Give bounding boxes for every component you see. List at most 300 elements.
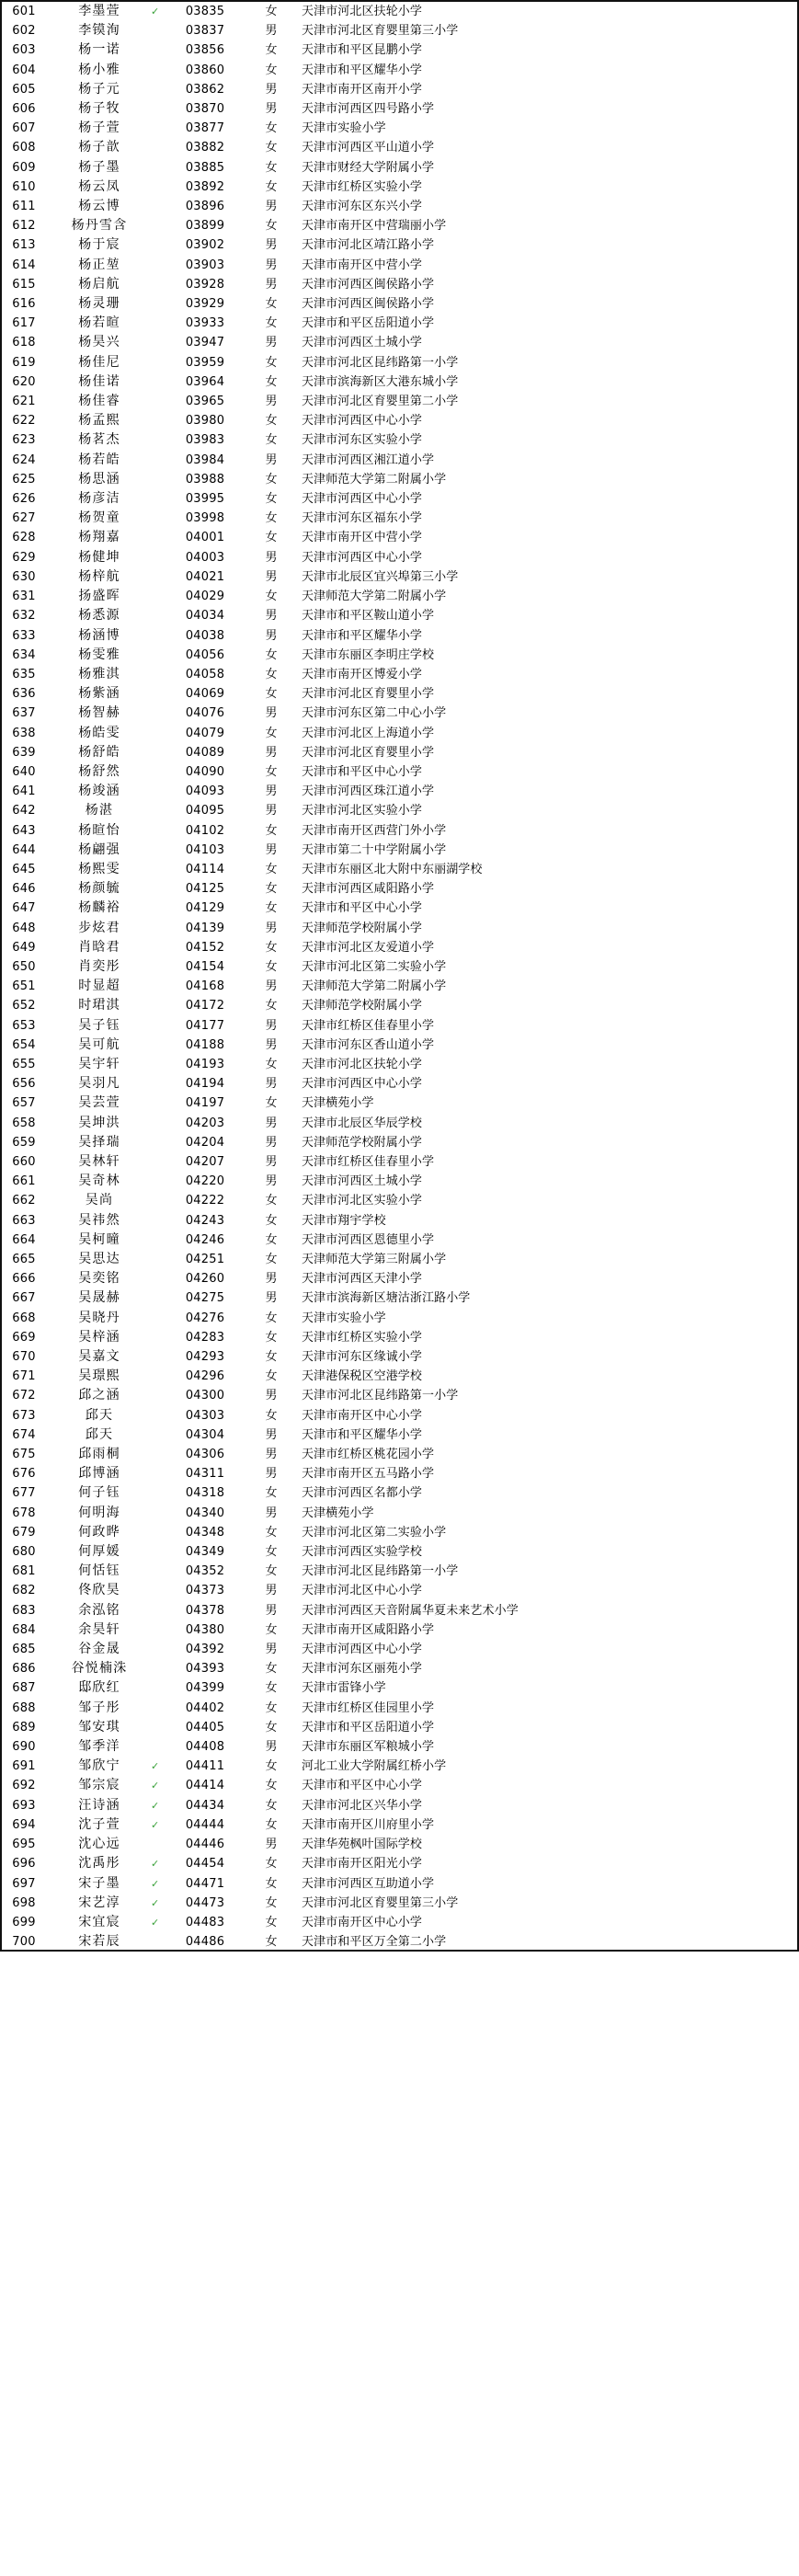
- row-number: 612: [12, 219, 36, 234]
- student-sex: 女: [265, 1700, 278, 1715]
- check-icon: [151, 275, 169, 294]
- student-name: 杨舒然: [78, 763, 120, 779]
- check-icon: [151, 430, 169, 450]
- student-sex: 男: [265, 804, 278, 819]
- student-sex: 女: [265, 862, 278, 876]
- check-icon: ✓: [151, 1896, 160, 1909]
- check-icon: [151, 392, 169, 411]
- check-icon: [151, 294, 169, 314]
- check-icon: [151, 256, 169, 275]
- table-row: [0, 1191, 799, 1210]
- student-sex: 男: [265, 102, 278, 117]
- student-name: 吴芸萱: [78, 1095, 120, 1111]
- student-sex: 女: [265, 1662, 278, 1677]
- student-code: 04306: [185, 1448, 225, 1462]
- student-sex: 男: [265, 82, 278, 97]
- student-code: 03862: [185, 82, 225, 97]
- check-icon: [151, 528, 169, 547]
- table-row: [0, 333, 799, 352]
- student-name: 吴子钰: [78, 1017, 120, 1033]
- row-number: 681: [12, 1564, 36, 1579]
- student-name: 宋若辰: [78, 1934, 120, 1950]
- student-sex: 男: [265, 921, 278, 935]
- table-row: [0, 80, 799, 99]
- student-code: 04293: [185, 1350, 225, 1365]
- row-number: 687: [12, 1681, 36, 1696]
- student-code: 04203: [185, 1116, 225, 1130]
- student-sex: 男: [265, 258, 278, 272]
- student-name: 宋子墨: [78, 1875, 120, 1891]
- row-number: 679: [12, 1525, 36, 1540]
- student-name: 杨茗杰: [78, 432, 120, 448]
- row-number: 624: [12, 452, 36, 467]
- table-row: [0, 177, 799, 197]
- student-roster-table: [0, 2, 799, 1952]
- check-icon: [151, 1737, 169, 1757]
- student-code: 04056: [185, 647, 225, 662]
- student-code: 03947: [185, 336, 225, 350]
- student-code: 04102: [185, 823, 225, 838]
- student-name: 杨子牧: [78, 101, 120, 117]
- student-code: 04139: [185, 921, 225, 935]
- table-row: [0, 256, 799, 275]
- check-icon: [151, 665, 169, 684]
- table-row: [0, 1406, 799, 1425]
- student-name: 邹安琪: [78, 1719, 120, 1735]
- student-sex: 女: [265, 1232, 278, 1247]
- check-icon: [151, 548, 169, 567]
- table-row: [0, 411, 799, 430]
- student-code: 04021: [185, 569, 225, 584]
- student-code: 04352: [185, 1564, 225, 1579]
- student-sex: 男: [265, 277, 278, 292]
- student-code: 04114: [185, 862, 225, 876]
- table-row: [0, 1776, 799, 1795]
- row-number: 693: [12, 1798, 36, 1813]
- check-icon: [151, 743, 169, 762]
- student-sex: 男: [265, 238, 278, 253]
- check-icon: [151, 567, 169, 587]
- student-sex: 女: [265, 472, 278, 487]
- student-name: 吴思达: [78, 1252, 120, 1266]
- table-row: [0, 1523, 799, 1542]
- student-name: 邱之涵: [78, 1388, 120, 1403]
- check-icon: [151, 1406, 169, 1425]
- check-icon: [151, 314, 169, 333]
- school-name: 天津市红桥区佳春里小学: [302, 1154, 435, 1169]
- row-number: 601: [12, 5, 36, 18]
- student-code: 04076: [185, 706, 225, 721]
- student-name: 邸欣红: [78, 1680, 120, 1696]
- school-name: 天津市南开区五马路小学: [302, 1467, 435, 1482]
- student-sex: 男: [265, 1272, 278, 1287]
- student-code: 04125: [185, 882, 225, 897]
- row-number: 645: [12, 862, 36, 876]
- student-name: 佟欣昊: [78, 1583, 120, 1598]
- school-name: 天津港保税区空港学校: [302, 1369, 423, 1384]
- student-code: 04188: [185, 1037, 225, 1052]
- check-icon: [151, 977, 169, 996]
- table-row: [0, 158, 799, 177]
- table-row: [0, 919, 799, 938]
- school-name: 天津市南开区中心小学: [302, 1408, 423, 1423]
- row-number: 660: [12, 1154, 36, 1169]
- school-name: 天津市滨海新区大港东城小学: [302, 374, 459, 389]
- student-name: 杨翔嘉: [78, 530, 120, 545]
- school-name: 天津市和平区万全第二小学: [302, 1935, 447, 1950]
- check-icon: [151, 1367, 169, 1386]
- check-icon: [151, 860, 169, 879]
- table-row: [0, 1620, 799, 1640]
- table-row: [0, 1309, 799, 1328]
- school-name: 天津市河西区实验学校: [302, 1545, 423, 1560]
- check-icon: [151, 841, 169, 860]
- school-name: 天津市雷锋小学: [302, 1681, 386, 1696]
- check-icon: [151, 1464, 169, 1483]
- table-row: [0, 724, 799, 743]
- check-icon: [151, 957, 169, 977]
- table-row: [0, 1425, 799, 1445]
- check-icon: [151, 1231, 169, 1250]
- row-number: 627: [12, 511, 36, 526]
- student-sex: 男: [265, 1291, 278, 1306]
- table-row: [0, 1445, 799, 1464]
- table-row: [0, 1288, 799, 1308]
- check-icon: [151, 235, 169, 255]
- table-row: [0, 1678, 799, 1698]
- check-icon: [151, 1425, 169, 1445]
- school-name: 天津市河北区育婴里小学: [302, 745, 435, 760]
- row-number: 602: [12, 24, 36, 39]
- check-icon: [151, 1152, 169, 1172]
- student-code: 04318: [185, 1486, 225, 1501]
- student-code: 03856: [185, 43, 225, 58]
- student-name: 肖晗君: [78, 939, 120, 955]
- student-sex: 女: [265, 433, 278, 448]
- row-number: 684: [12, 1622, 36, 1637]
- student-sex: 女: [265, 43, 278, 58]
- table-row: [0, 1932, 799, 1952]
- student-sex: 女: [265, 1330, 278, 1345]
- student-sex: 男: [265, 336, 278, 350]
- check-icon: [151, 1542, 169, 1562]
- row-number: 655: [12, 1057, 36, 1071]
- school-name: 天津市河西区互助道小学: [302, 1876, 435, 1891]
- student-code: 04399: [185, 1681, 225, 1696]
- table-row: [0, 470, 799, 489]
- row-number: 626: [12, 492, 36, 507]
- check-icon: [151, 1191, 169, 1210]
- row-number: 653: [12, 1018, 36, 1033]
- table-row: [0, 1737, 799, 1757]
- student-sex: 女: [265, 1408, 278, 1423]
- check-icon: [151, 451, 169, 470]
- table-row: [0, 1581, 799, 1600]
- student-name: 杨佳睿: [78, 394, 120, 409]
- row-number: 649: [12, 940, 36, 955]
- school-name: 天津市河北区育婴里第二小学: [302, 395, 459, 409]
- student-code: 03870: [185, 102, 225, 117]
- table-row: [0, 489, 799, 509]
- check-icon: [151, 1172, 169, 1191]
- school-name: 天津市河西区名都小学: [302, 1486, 423, 1501]
- check-icon: [151, 353, 169, 372]
- student-name: 吴羽凡: [78, 1076, 120, 1092]
- student-sex: 女: [265, 1817, 278, 1832]
- check-icon: ✓: [151, 1877, 160, 1890]
- check-icon: [151, 646, 169, 665]
- student-name: 时珺淇: [78, 998, 120, 1013]
- row-number: 697: [12, 1876, 36, 1891]
- student-code: 03928: [185, 277, 225, 292]
- student-name: 吴晟赫: [78, 1290, 120, 1306]
- student-sex: 女: [265, 492, 278, 507]
- student-name: 杨佳诺: [78, 373, 120, 389]
- row-number: 695: [12, 1838, 36, 1852]
- student-name: 吴可航: [78, 1036, 120, 1052]
- row-number: 642: [12, 804, 36, 819]
- student-sex: 男: [265, 979, 278, 994]
- school-name: 天津师范大学第二附属小学: [302, 472, 447, 487]
- student-code: 04444: [185, 1817, 225, 1832]
- student-sex: 男: [265, 628, 278, 643]
- school-name: 天津市南开区中营瑞丽小学: [302, 219, 447, 234]
- student-code: 04434: [185, 1798, 225, 1813]
- student-code: 04402: [185, 1700, 225, 1715]
- student-sex: 男: [265, 842, 278, 857]
- student-sex: 女: [265, 374, 278, 389]
- student-code: 04154: [185, 959, 225, 974]
- school-name: 天津市南开区中营小学: [302, 531, 423, 545]
- student-sex: 女: [265, 1915, 278, 1929]
- school-name: 天津市南开区西营门外小学: [302, 823, 447, 838]
- check-icon: [151, 879, 169, 899]
- school-name: 天津市南开区阳光小学: [302, 1857, 423, 1872]
- table-row: [0, 353, 799, 372]
- check-icon: [151, 821, 169, 841]
- school-name: 天津市河北区昆纬路第一小学: [302, 355, 459, 370]
- school-name: 天津市南开区咸阳路小学: [302, 1622, 435, 1637]
- student-sex: 男: [265, 1838, 278, 1852]
- school-name: 天津市和平区鞍山道小学: [302, 609, 435, 624]
- table-row: [0, 1133, 799, 1152]
- student-name: 吴璟熙: [78, 1368, 120, 1384]
- check-icon: [151, 411, 169, 430]
- student-sex: 女: [265, 160, 278, 175]
- student-name: 邱博涵: [78, 1466, 120, 1482]
- school-name: 天津市河北区上海道小学: [302, 726, 435, 740]
- table-row: [0, 1874, 799, 1894]
- school-name: 天津市财经大学附属小学: [302, 160, 435, 175]
- row-number: 603: [12, 43, 36, 58]
- student-name: 杨灵珊: [78, 296, 120, 312]
- table-row: [0, 1367, 799, 1386]
- student-code: 04222: [185, 1194, 225, 1208]
- table-row: [0, 1913, 799, 1932]
- student-name: 余昊轩: [78, 1621, 120, 1637]
- student-name: 杨小雅: [78, 62, 120, 77]
- page-border-top: [0, 0, 799, 2]
- student-code: 04197: [185, 1096, 225, 1111]
- check-icon: [151, 762, 169, 782]
- row-number: 659: [12, 1135, 36, 1150]
- row-number: 628: [12, 531, 36, 545]
- row-number: 637: [12, 706, 36, 721]
- table-row: [0, 899, 799, 918]
- page-border-bottom: [0, 1950, 799, 1952]
- row-number: 643: [12, 823, 36, 838]
- school-name: 天津市和平区耀华小学: [302, 63, 423, 77]
- school-name: 天津市南开区中营小学: [302, 258, 423, 272]
- student-code: 03835: [185, 5, 225, 18]
- row-number: 677: [12, 1486, 36, 1501]
- student-name: 吴奕铭: [78, 1271, 120, 1287]
- table-row: [0, 606, 799, 625]
- school-name: 天津市河西区中心小学: [302, 414, 423, 429]
- row-number: 635: [12, 667, 36, 681]
- student-name: 吴坤洪: [78, 1115, 120, 1130]
- student-sex: 男: [265, 24, 278, 39]
- row-number: 664: [12, 1232, 36, 1247]
- table-row: [0, 1718, 799, 1737]
- check-icon: [151, 899, 169, 918]
- student-code: 04001: [185, 531, 225, 545]
- student-code: 03877: [185, 121, 225, 136]
- row-number: 622: [12, 414, 36, 429]
- student-code: 03899: [185, 219, 225, 234]
- row-number: 668: [12, 1311, 36, 1325]
- student-sex: 男: [265, 200, 278, 214]
- school-name: 天津市实验小学: [302, 121, 386, 136]
- row-number: 688: [12, 1700, 36, 1715]
- row-number: 686: [12, 1662, 36, 1677]
- student-code: 03959: [185, 355, 225, 370]
- student-sex: 女: [265, 1681, 278, 1696]
- row-number: 641: [12, 784, 36, 799]
- check-icon: [151, 626, 169, 646]
- school-name: 天津市红桥区佳园里小学: [302, 1700, 435, 1715]
- table-row: [0, 841, 799, 860]
- student-name: 杨湛: [85, 803, 114, 819]
- table-row: [0, 1016, 799, 1036]
- row-number: 698: [12, 1895, 36, 1910]
- student-sex: 女: [265, 1369, 278, 1384]
- school-name: 天津市河北区昆纬路第一小学: [302, 1389, 459, 1403]
- student-name: 沈禹彤: [78, 1856, 120, 1872]
- school-name: 天津市河西区湘江道小学: [302, 452, 435, 467]
- student-code: 03837: [185, 24, 225, 39]
- student-code: 04243: [185, 1213, 225, 1228]
- check-icon: [151, 1055, 169, 1074]
- student-name: 杨子萱: [78, 120, 120, 136]
- table-row: [0, 646, 799, 665]
- student-sex: 男: [265, 1584, 278, 1598]
- check-icon: ✓: [151, 1858, 160, 1871]
- table-row: [0, 1152, 799, 1172]
- student-code: 04408: [185, 1740, 225, 1755]
- student-code: 04129: [185, 901, 225, 916]
- check-icon: ✓: [151, 1780, 160, 1792]
- check-icon: [151, 1309, 169, 1328]
- student-code: 03882: [185, 141, 225, 155]
- table-row: [0, 235, 799, 255]
- row-number: 608: [12, 141, 36, 155]
- student-code: 04168: [185, 979, 225, 994]
- row-number: 632: [12, 609, 36, 624]
- school-name: 天津市河北区中心小学: [302, 1584, 423, 1598]
- student-code: 04103: [185, 842, 225, 857]
- student-sex: 男: [265, 1506, 278, 1520]
- student-sex: 女: [265, 1194, 278, 1208]
- student-name: 何政晔: [78, 1524, 120, 1540]
- student-code: 04380: [185, 1622, 225, 1637]
- check-icon: [151, 119, 169, 138]
- student-name: 步炫君: [78, 920, 120, 935]
- student-sex: 女: [265, 1311, 278, 1325]
- row-number: 680: [12, 1545, 36, 1560]
- student-code: 04029: [185, 590, 225, 604]
- row-number: 696: [12, 1857, 36, 1872]
- school-name: 天津师范学校附属小学: [302, 921, 423, 935]
- student-sex: 女: [265, 823, 278, 838]
- school-name: 天津市和平区耀华小学: [302, 628, 423, 643]
- student-name: 沈心远: [78, 1837, 120, 1852]
- student-name: 杨若暄: [78, 315, 120, 331]
- check-icon: [151, 1620, 169, 1640]
- student-code: 04003: [185, 550, 225, 565]
- student-code: 03892: [185, 179, 225, 194]
- student-sex: 男: [265, 1448, 278, 1462]
- school-name: 天津市河北区实验小学: [302, 1194, 423, 1208]
- table-row: [0, 1231, 799, 1250]
- student-name: 谷悦楠洙: [71, 1661, 128, 1677]
- student-code: 04276: [185, 1311, 225, 1325]
- row-number: 662: [12, 1194, 36, 1208]
- table-row: [0, 821, 799, 841]
- student-code: 03964: [185, 374, 225, 389]
- student-name: 吴林轩: [78, 1153, 120, 1169]
- table-row: [0, 451, 799, 470]
- row-number: 605: [12, 82, 36, 97]
- check-icon: [151, 938, 169, 957]
- table-row: [0, 1659, 799, 1678]
- row-number: 619: [12, 355, 36, 370]
- school-name: 天津市实验小学: [302, 1311, 386, 1325]
- table-row: [0, 762, 799, 782]
- student-code: 04079: [185, 726, 225, 740]
- row-number: 623: [12, 433, 36, 448]
- check-icon: [151, 80, 169, 99]
- table-row: [0, 1815, 799, 1835]
- school-name: 天津市第二十中学附属小学: [302, 842, 447, 857]
- student-name: 杨雅淇: [78, 666, 120, 681]
- student-sex: 女: [265, 1876, 278, 1891]
- student-name: 何明海: [78, 1505, 120, 1520]
- school-name: 天津市河东区香山道小学: [302, 1037, 435, 1052]
- school-name: 天津市河北区第二实验小学: [302, 1525, 447, 1540]
- table-row: [0, 294, 799, 314]
- row-number: 640: [12, 764, 36, 779]
- table-row: [0, 392, 799, 411]
- check-icon: ✓: [151, 1799, 160, 1812]
- row-number: 650: [12, 959, 36, 974]
- student-code: 04378: [185, 1603, 225, 1618]
- school-name: 天津市河东区福东小学: [302, 511, 423, 526]
- student-name: 谷金晟: [78, 1642, 120, 1657]
- check-icon: [151, 372, 169, 392]
- student-name: 肖奕彤: [78, 958, 120, 974]
- student-sex: 女: [265, 219, 278, 234]
